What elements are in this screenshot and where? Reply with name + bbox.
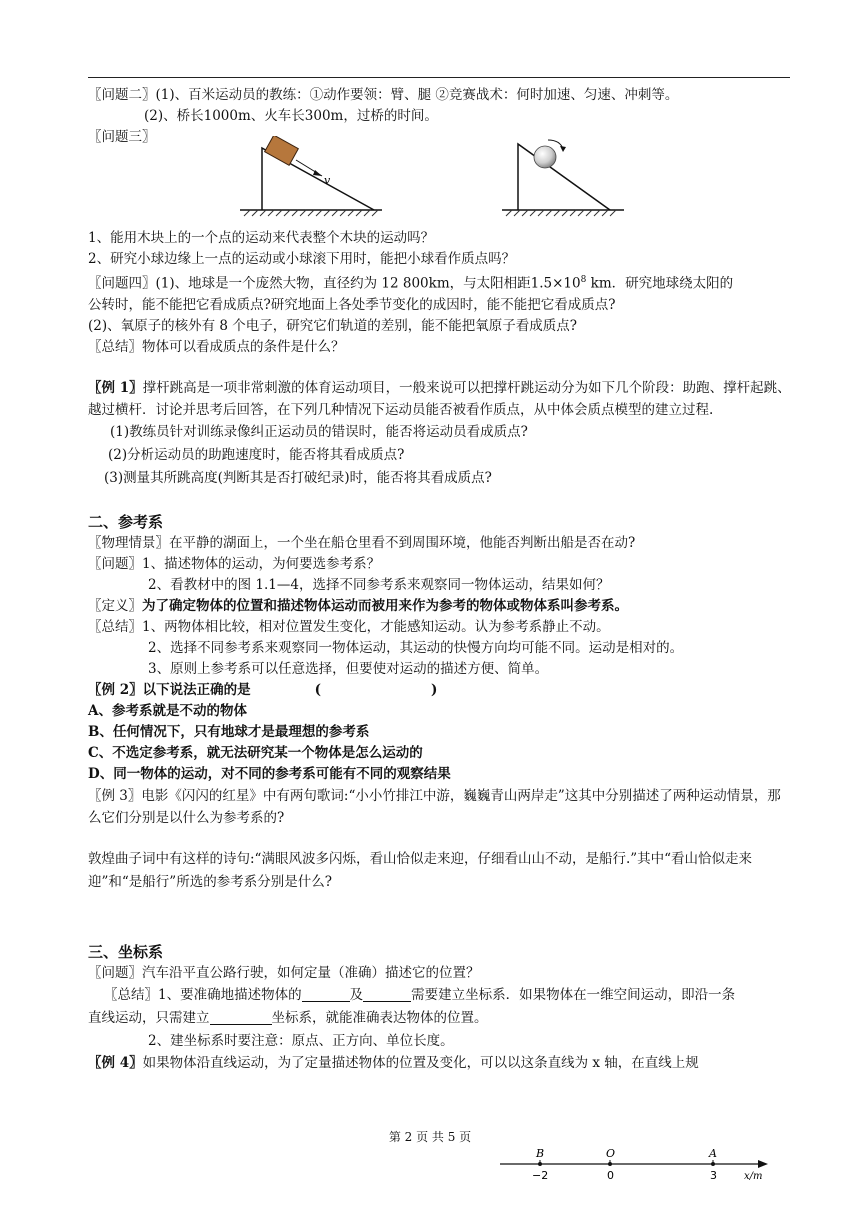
document-page [88,85,792,1074]
sec2-summary1 [88,617,792,638]
spacer [88,490,792,512]
q3-tag: 〖问题三〗 [88,129,156,145]
sec2-q1-text: 1、描述物体的运动，为何要选参考系？ [142,555,381,572]
q2-text1: (1)、百米运动员的教练：①动作要领：臂、腿 ②竞赛战术：何时加速、匀速、冲刺等。 [155,87,679,103]
ex1-tag: 〖例 1〗 [88,379,143,396]
spacer [88,894,792,942]
point-a-label: A [709,1147,717,1160]
ex4-line [88,1053,792,1074]
sec2-def-tag: 〖定义〗 [88,597,142,614]
sec2-title: 二、参考系 [88,512,164,531]
ex1-item-2: (2)分析运动员的助跑速度时，能否将其看成质点? [108,446,405,463]
ex1-item-3: (3)测量其所跳高度(判断其是否打破纪录)时，能否将其看成质点? [104,469,492,486]
q4-dist-exp: 8 [580,275,587,285]
ex2-option-d: D、同一物体的运动，对不同的参考系可能有不同的观察结果 [88,765,451,782]
blank-1[interactable] [302,987,350,1002]
spacer [88,829,792,848]
summary1 [88,337,792,358]
blank-3[interactable] [210,1010,272,1025]
q4-line2: (2)、氧原子的核外有 8 个电子，研究它们轨道的差别，能不能把氧原子看成质点? [88,317,578,334]
velocity-label: v [324,174,331,187]
sec2-sum1-text: 1、两物体相比较，相对位置发生变化，才能感知运动。认为参考系静止不动。 [142,618,610,635]
summary1-text: 物体可以看成质点的条件是什么？ [142,338,345,355]
blank-2[interactable] [363,987,411,1002]
q4-text1a: (1)、地球是一个庞然大物，直径约为 12 800km，与太阳相距 [155,275,531,292]
ex4-tag: 〖例 4〗 [88,1054,143,1071]
ex1-item-1: (1)教练员针对训练录像纠正运动员的错误时，能否将运动员看成质点? [110,423,528,440]
sec2-summary3: 3、原则上参考系可以任意选择，但要使对运动的描述方便、简单。 [148,660,549,677]
sec2-scene-tag: 〖物理情景〗 [88,534,169,551]
sec2-sum-tag: 〖总结〗 [88,618,142,635]
sec3-sum1a: 1、要准确地描述物体的 [158,986,302,1003]
q2-line1 [88,85,792,106]
ball-on-incline-figure [500,136,630,228]
sec3-question [88,963,792,984]
ex2-option-a: A、参考系就是不动的物体 [88,702,247,719]
point-b-label: B [536,1147,545,1160]
sec3-summary1-cont [88,1007,792,1030]
sec2-question1 [88,554,792,575]
sec3-title: 三、坐标系 [88,942,164,961]
summary1-tag: 〖总结〗 [88,338,142,355]
sec3-q-tag: 〖问题〗 [88,964,142,981]
sec3-summary1 [88,984,792,1007]
sec3-q-text: 汽车沿平直公路行驶，如何定量（准确）描述它的位置？ [142,964,480,981]
sec2-def-text: 为了确定物体的位置和描述物体运动而被用来作为参考的物体或物体系叫参考系。 [142,597,628,614]
ex3-poem: 敦煌曲子词中有这样的诗句:“满眼风波多闪烁，看山恰似走来迎，仔细看山山不动，是船行.”其中“看山恰似走来迎”和“是船行”所选的参考系分别是什么? [88,850,753,890]
ex2-option-c: C、不选定参考系，就无法研究某一个物体是怎么运动的 [88,744,423,761]
ex2-tag: 〖例 2〗 [88,681,143,698]
q3-figures [88,148,792,228]
sec2-definition [88,596,792,617]
q2-line2: (2)、桥长1000m、火车长300m，过桥的时间。 [144,108,438,124]
axis-unit-label: x/m [744,1171,763,1182]
ex2-paren-open: ( [314,681,321,698]
sec2-scene [88,533,792,554]
header-rule [88,77,790,78]
q4-dist-base: 1.5×10 [530,275,581,292]
sec3-sum1b: 及 [349,986,364,1003]
sec3-sum1d: 直线运动，只需建立 [88,1009,210,1026]
ex1-paragraph [88,377,792,421]
ex1-text: 撑杆跳高是一项非常刺激的体育运动项目，一般来说可以把撑杆跳运动分为如下几个阶段：助跑、撑杆起跳、越过横杆．讨论并思考后回答，在下列几种情况下运动员能否被看作质点，从中体会质点模型的建立过程. [88,379,791,418]
point-o-label: O [606,1147,616,1160]
number-line-figure [498,1143,778,1187]
point-o-value: 0 [607,1169,614,1182]
q4-line1b: 公转时，能不能把它看成质点?研究地面上各处季节变化的成因时，能不能把它看成质点? [88,296,616,313]
sec3-sum-tag: 〖总结〗 [104,986,158,1003]
sec3-sum1e: 坐标系，就能准确表达物体的位置。 [271,1009,488,1026]
ex2-option-b: B、任何情况下，只有地球才是最理想的参考系 [88,723,370,740]
ex3-text: 电影《闪闪的红星》中有两句歌词:“小小竹排江中游，巍巍青山两岸走”这其中分别描述了两种运动情景，那么它们分别是以什么为参考系的? [88,787,781,826]
point-b-value: −2 [532,1169,549,1182]
q4-tag: 〖问题四〗 [88,275,156,292]
sec3-summary2: 2、建坐标系时要注意：原点、正方向、单位长度。 [148,1032,454,1049]
page-footer: 第 2 页 共 5 页 [388,1130,472,1144]
q3-question1: 1、能用木块上的一个点的运动来代表整个木块的运动吗？ [88,230,435,246]
sec2-summary2: 2、选择不同参考系来观察同一物体运动，其运动的快慢方向均可能不同。运动是相对的。 [148,639,684,656]
ex2-paren-close: ) [430,681,438,698]
q3-question2: 2、研究小球边缘上一点的运动或小球滚下用时，能把小球看作质点吗？ [88,251,516,267]
ex3-tag: 〖例 3〗 [88,787,142,804]
ex4-text: 如果物体沿直线运动，为了定量描述物体的位置及变化，可以以这条直线为 x 轴，在直线上规 [142,1054,699,1071]
ex2-stem [88,680,792,701]
spacer [88,358,792,377]
q2-tag: 〖问题二〗 [88,87,156,103]
q4-line1 [88,270,792,295]
point-a-value: 3 [710,1169,717,1182]
ex3-paragraph [88,785,792,829]
sec2-scene-text: 在平静的湖面上，一个坐在船仓里看不到周围环境，他能否判断出船是否在动? [169,534,636,551]
q4-dist-unit: km．研究地球绕太阳的 [586,275,734,292]
sec3-sum1c: 需要建立坐标系．如果物体在一维空间运动，即沿一条 [411,986,736,1003]
sec2-q-tag: 〖问题〗 [88,555,142,572]
ex2-stem-text: 以下说法正确的是 [142,681,251,698]
block-on-incline-figure [238,136,388,228]
sec2-question2: 2、看教材中的图 1.1—4，选择不同参考系来观察同一物体运动，结果如何？ [148,576,610,593]
